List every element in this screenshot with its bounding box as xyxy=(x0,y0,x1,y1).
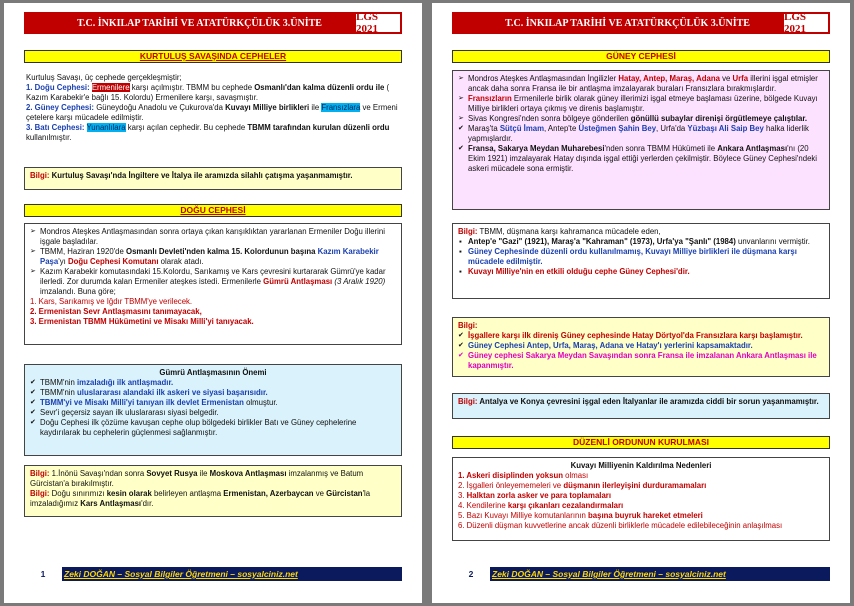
bilgi-box-unvan: Bilgi: TBMM, düşmana karşı kahramanca mücadele eden, ▪ Antep'e "Gazi" (1921), Maraş'a "Kahraman" (1973), Urfa'ya "Şanlı" (1984) unvanlarını vermiştir. ▪ Güney Cephesinde düzenli ordu kullanılmamış, Kuvayı Milliye birlikleri ile düşmana karşı mücadele edilmiştir. ▪ Kuvayı Milliye'nin en etkili olduğu cephe Güney Cephesi'dir. xyxy=(452,223,830,299)
list-item: 5. Bazı Kuvayı Milliye komutanlarının başına buyruk hareket etmeleri xyxy=(458,511,703,520)
list-item: ✔ Maraş'ta Sütçü İmam, Antep'te Üsteğmen Şahin Bey, Urfa'da Yüzbaşı Ali Saip Bey halka liderlik yapmışlardır. xyxy=(458,124,824,144)
cepheler-text: Kurtuluş Savaşı, üç cephede gerçekleşmiştir; 1. Doğu Cephesi: Ermenilere karşı açılmıştır. TBMM bu cephede Osmanlı'dan kalma düzenli ordu ile ( Kazım Karabekir'e bağlı 15. Kolordu) Ermenilere karşı, savaşmıştır. 2. Güney Cephesi: Güneydoğu Anadolu ve Çukurova'da Kuvayı Milliye birlikleri ile Fransızlara ve Ermeni çetelere karşı mücadele edilmiştir. 3. Batı Cephesi: Yunanlılara karşı açılan cephedir. Bu cephede TBMM tarafından kurulan düzenli ordu kullanılmıştır. xyxy=(26,73,398,142)
kuvayi-title: Kuvayı Milliyenin Kaldırılma Nedenleri xyxy=(570,461,712,470)
list-item: 2. İşgalleri önleyememeleri ve düşmanın ilerleyişini durduramamaları xyxy=(458,481,707,490)
list-item: ➢ TBMM, Haziran 1920'de Osmanlı Devleti'nden kalma 15. Kolordunun başına Kazım Karabekir Paşa'yı Doğu Cephesi Komutanı olarak atadı. xyxy=(30,247,396,267)
list-item: ✔ TBMM'nin uluslararası alandaki ilk askeri ve siyasi başarısıdır. xyxy=(30,388,396,398)
kuvayi-milliye-box xyxy=(452,457,830,541)
page-footer xyxy=(24,567,402,581)
footer-link[interactable]: Zeki DOĞAN – Sosyal Bilgiler Öğretmeni – sosyalciniz.net xyxy=(492,569,726,579)
list-item: 2. Ermenistan Sevr Antlaşmasını tanımayacak, xyxy=(30,307,202,316)
list-item: 3. Halktan zorla asker ve para toplamaları xyxy=(458,491,611,500)
bilgi-box-italya: Bilgi: Antalya ve Konya çevresini işgal eden İtalyanlar ile aramızda ciddi bir sorun yaşanmamıştır. xyxy=(452,393,830,419)
dogu-cephesi-box xyxy=(24,223,402,345)
header-badge: LGS 2021 xyxy=(783,13,829,33)
list-item: ✔ Sevr'i geçersiz sayan ilk uluslararası siyasi belgedir. xyxy=(30,408,396,418)
header-badge: LGS 2021 xyxy=(355,13,401,33)
bilgi-box-2: Bilgi: 1.İnönü Savaşı'ndan sonra Sovyet Rusya ile Moskova Antlaşması imzalanmış ve Batum Gürcistan'a bırakılmıştır. Bilgi: Doğu sınırımızı kesin olarak belirleyen antlaşma Ermenistan, Azerbaycan ve Gürcistan'la imzaladığımız Kars Antlaşması'dır. xyxy=(24,465,402,517)
gumru-title: Gümrü Antlaşmasının Önemi xyxy=(159,368,267,377)
list-item: ✔ İşgallere karşı ilk direniş Güney cephesinde Hatay Dörtyol'da Fransızlara karşı başlamıştır. xyxy=(458,331,824,341)
list-item: ✔ TBMM'nin imzaladığı ilk antlaşmadır. xyxy=(30,378,396,388)
list-item: ✔ Fransa, Sakarya Meydan Muharebesi'nden sonra TBMM Hükümeti ile Ankara Antlaşması'nı (20 Ekim 1921) imzalayarak Hatay dışında işgal ettiği yerlerden çekilmiştir. Böylece Güney Cephesi'ndeki askeri mücadele sona ermiştir. xyxy=(458,144,824,174)
guney-cephesi-box xyxy=(452,70,830,210)
list-item: ➢ Sivas Kongresi'nden sonra bölgeye gönderilen gönüllü subaylar direnişi örgütlemeye çalıştılar. xyxy=(458,114,824,124)
list-item: ✔ TBMM'yi ve Misakı Milli'yi tanıyan ilk devlet Ermenistan olmuştur. xyxy=(30,398,396,408)
section-title-guney: GÜNEY CEPHESİ xyxy=(452,50,830,63)
list-item: ✔ Güney Cephesi Antep, Urfa, Maraş, Adana ve Hatay'ı yerlerini kapsamaktadır. xyxy=(458,341,824,351)
list-item: ▪ Antep'e "Gazi" (1921), Maraş'a "Kahraman" (1973), Urfa'ya "Şanlı" (1984) unvanlarını vermiştir. xyxy=(458,237,824,247)
list-item: 3. Ermenistan TBMM Hükümetini ve Misakı Milli'yi tanıyacak. xyxy=(30,317,254,326)
page-header xyxy=(24,12,402,34)
list-item: 1. Askeri disiplinden yoksun olması xyxy=(458,471,589,480)
section-title-duzenli-ordu: DÜZENLİ ORDUNUN KURULMASI xyxy=(452,436,830,449)
list-item: ▪ Kuvayı Milliye'nin en etkili olduğu cephe Güney Cephesi'dir. xyxy=(458,267,824,277)
list-item: ▪ Güney Cephesinde düzenli ordu kullanılmamış, Kuvayı Milliye birlikleri ile düşmana karşı mücadele edilmiştir. xyxy=(458,247,824,267)
section-title-cepheler: KURTULUŞ SAVAŞINDA CEPHELER xyxy=(24,50,402,63)
list-item: 1. Kars, Sarıkamış ve Iğdır TBMM'ye verilecek. xyxy=(30,297,193,306)
list-item: 6. Düzenli düşman kuvvetlerine ancak düzenli birliklerle mücadele edilebileceğinin anlaşılması xyxy=(458,521,783,530)
gumru-onem-box xyxy=(24,364,402,456)
list-item: ➢ Kazım Karabekir komutasındaki 15.Kolordu, Sarıkamış ve Kars çevresini kurtararak Gümrü'ye kadar ilerledi. Zor durumda kalan Ermeniler ateşkes istedi. Ermenilerle Gümrü Antlaşması (3 Aralık 1920) imzalandı. Buna göre; xyxy=(30,267,396,297)
page-number: 1 xyxy=(24,567,62,581)
bilgi-box-1: Bilgi: Kurtuluş Savaşı'nda İngiltere ve İtalya ile aramızda silahlı çatışma yaşanmamıştır. xyxy=(24,167,402,190)
list-item: ➢ Mondros Ateşkes Antlaşmasından sonra ortaya çıkan karışıklıktan yararlanan Ermeniler Doğu illerini işgale başladılar. xyxy=(30,227,396,247)
page-header xyxy=(452,12,830,34)
list-item: ✔ Güney cephesi Sakarya Meydan Savaşından sonra Fransa ile imzalanan Ankara Antlaşması ile kapanmıştır. xyxy=(458,351,824,371)
page-footer xyxy=(452,567,830,581)
page-1 xyxy=(4,3,422,603)
footer-link[interactable]: Zeki DOĞAN – Sosyal Bilgiler Öğretmeni – sosyalciniz.net xyxy=(64,569,298,579)
list-item: ➢ Fransızların Ermenilerle birlik olarak güney illerimizi işgal etmeye başlaması üzerine, bölgede Kuvayı Milliye birlikleri ortaya çıkmış ve direnis başlamıştır. xyxy=(458,94,824,114)
list-item: ➢ Mondros Ateşkes Antlaşmasından İngilizler Hatay, Antep, Maraş, Adana ve Urfa illerini işgal etmişler ancak daha sonra Fransa ile bir antlaşma imzalayarak buraları Fransızlara bırakmışlardır. xyxy=(458,74,824,94)
page-number: 2 xyxy=(452,567,490,581)
list-item: 4. Kendilerine karşı çıkanları cezalandırmaları xyxy=(458,501,624,510)
header-title: T.C. İNKILAP TARİHİ VE ATATÜRKÇÜLÜK 3.ÜNİTE xyxy=(505,17,750,29)
header-title: T.C. İNKILAP TARİHİ VE ATATÜRKÇÜLÜK 3.ÜNİTE xyxy=(77,17,322,29)
section-title-dogu: DOĞU CEPHESİ xyxy=(24,204,402,217)
list-item: ✔ Doğu Cephesi ilk çözüme kavuşan cephe olup bölgedeki birlikler Batı ve Güney cephelerine kaydırılarak bu cephelerin güçlenmesi sağlanmıştır. xyxy=(30,418,396,438)
page-2 xyxy=(432,3,850,603)
bilgi-box-hatay: Bilgi: ✔ İşgallere karşı ilk direniş Güney cephesinde Hatay Dörtyol'da Fransızlara karşı başlamıştır. ✔ Güney Cephesi Antep, Urfa, Maraş, Adana ve Hatay'ı yerlerini kapsamaktadır. ✔ Güney cephesi Sakarya Meydan Savaşından sonra Fransa ile imzalanan Ankara Antlaşması ile kapanmıştır. xyxy=(452,317,830,377)
